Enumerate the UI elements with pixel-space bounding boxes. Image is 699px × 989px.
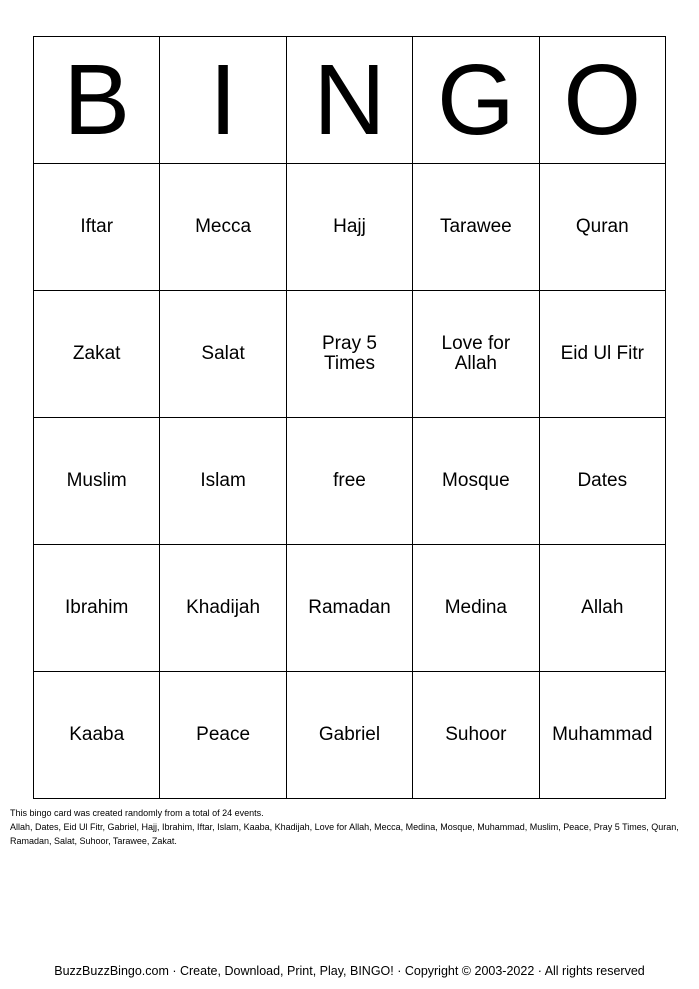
cell-text: Dates bbox=[577, 470, 628, 491]
cell-text: Iftar bbox=[80, 216, 114, 237]
card-info bbox=[10, 806, 690, 848]
cell-text: Peace bbox=[196, 724, 251, 745]
bingo-cell bbox=[286, 545, 412, 672]
header-letter-b: B bbox=[34, 37, 160, 164]
header-letter-i: I bbox=[160, 37, 286, 164]
cell-text: Hajj bbox=[333, 216, 366, 237]
cell-text: Suhoor bbox=[445, 724, 507, 745]
cell-text: Salat bbox=[201, 343, 245, 364]
cell-text: Muslim bbox=[66, 470, 127, 491]
bingo-row-5 bbox=[34, 672, 666, 799]
cell-text: Kaaba bbox=[69, 724, 125, 745]
bingo-cell bbox=[539, 545, 665, 672]
cell-text: Gabriel bbox=[318, 724, 381, 745]
bingo-cell bbox=[160, 672, 286, 799]
bingo-cell bbox=[413, 418, 539, 545]
bingo-cell bbox=[286, 164, 412, 291]
cell-text: Ramadan bbox=[308, 597, 391, 618]
bingo-cell bbox=[413, 164, 539, 291]
bingo-cell bbox=[413, 291, 539, 418]
bingo-cell bbox=[286, 291, 412, 418]
cell-text: Mosque bbox=[442, 470, 510, 491]
cell-text: Zakat bbox=[72, 343, 121, 364]
cell-text: Islam bbox=[200, 470, 246, 491]
bingo-row-3 bbox=[34, 418, 666, 545]
bingo-cell bbox=[160, 545, 286, 672]
cell-text: Allah bbox=[581, 597, 624, 618]
header-letter-o: O bbox=[539, 37, 665, 164]
bingo-cell bbox=[34, 291, 160, 418]
info-summary: This bingo card was created randomly from a total of 24 events. bbox=[10, 808, 264, 818]
bingo-cell bbox=[34, 418, 160, 545]
bingo-cell bbox=[539, 291, 665, 418]
bingo-header-row bbox=[34, 37, 666, 164]
bingo-cell bbox=[34, 672, 160, 799]
bingo-cell bbox=[160, 418, 286, 545]
page-footer: BuzzBuzzBingo.com · Create, Download, Print, Play, BINGO! · Copyright © 2003-2022 · All rights reserved bbox=[54, 964, 645, 978]
bingo-cell-free bbox=[286, 418, 412, 545]
bingo-cell bbox=[34, 545, 160, 672]
header-letter-n: N bbox=[286, 37, 412, 164]
cell-text: Mecca bbox=[195, 216, 252, 237]
header-letter-g: G bbox=[413, 37, 539, 164]
bingo-cell bbox=[539, 672, 665, 799]
bingo-cell bbox=[286, 672, 412, 799]
info-event-list: Allah, Dates, Eid Ul Fitr, Gabriel, Hajj, Ibrahim, Iftar, Islam, Kaaba, Khadijah, Love for Allah, Mecca, Medina, Mosque, Muhammad, Muslim, Peace, Pray 5 Times, Quran, Ramadan, Salat, Suhoor, Tarawee, Zakat. bbox=[10, 822, 679, 846]
cell-text: Eid Ul Fitr bbox=[560, 343, 644, 364]
cell-text: Medina bbox=[444, 597, 508, 618]
bingo-row-1 bbox=[34, 164, 666, 291]
cell-text: Muhammad bbox=[552, 724, 653, 745]
bingo-cell bbox=[34, 164, 160, 291]
bingo-cell bbox=[413, 672, 539, 799]
bingo-row-4 bbox=[34, 545, 666, 672]
bingo-cell bbox=[160, 164, 286, 291]
cell-text: Love for Allah bbox=[441, 333, 511, 374]
cell-text: Ibrahim bbox=[65, 597, 129, 618]
cell-text: Tarawee bbox=[439, 216, 512, 237]
cell-text: Khadijah bbox=[186, 597, 261, 618]
bingo-cell bbox=[413, 545, 539, 672]
bingo-cell bbox=[160, 291, 286, 418]
cell-text: Pray 5 Times bbox=[322, 333, 377, 374]
bingo-cell bbox=[539, 418, 665, 545]
bingo-cell bbox=[539, 164, 665, 291]
bingo-card bbox=[33, 36, 666, 799]
bingo-row-2 bbox=[34, 291, 666, 418]
cell-text: free bbox=[333, 470, 366, 491]
cell-text: Quran bbox=[575, 216, 629, 237]
